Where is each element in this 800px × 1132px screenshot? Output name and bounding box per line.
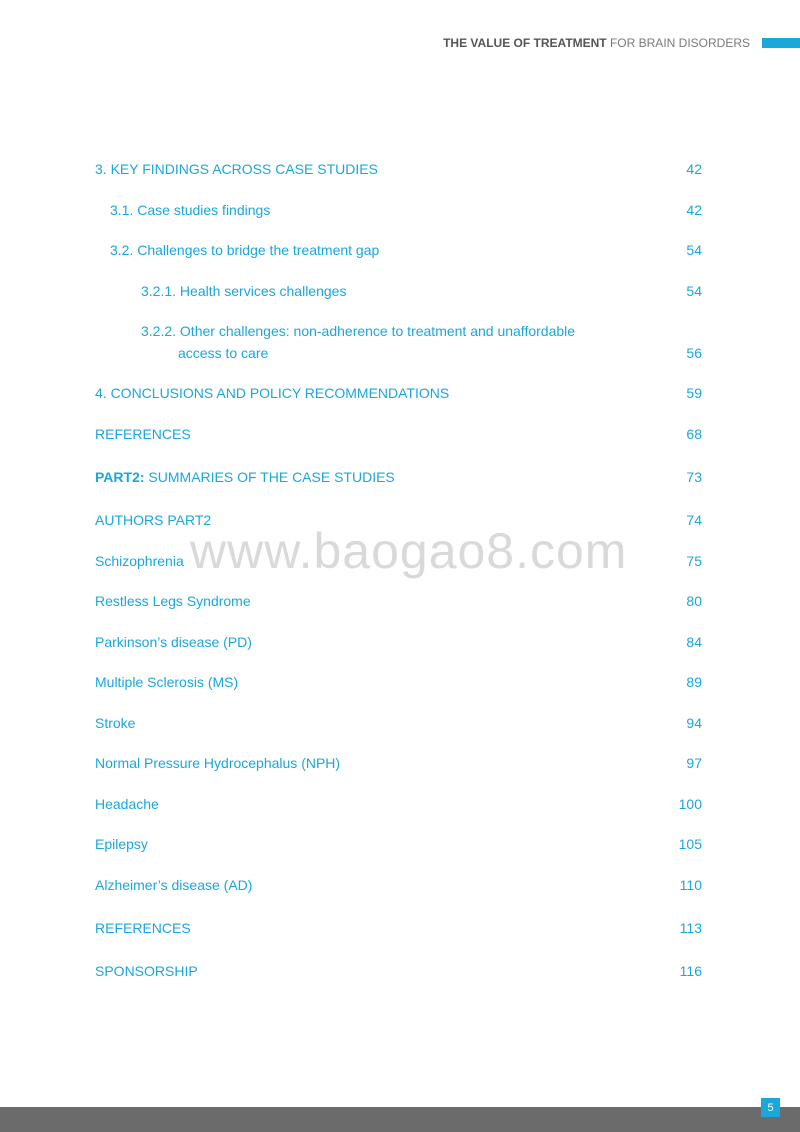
part2-rest: SUMMARIES OF THE CASE STUDIES [144, 469, 395, 485]
toc-entry-page: 116 [679, 963, 702, 979]
toc-entry-page: 56 [686, 345, 702, 361]
toc-entry-title: SPONSORSHIP [95, 963, 198, 979]
toc-entry-title: Schizophrenia [95, 553, 184, 569]
toc-entry-title: 3.2.1. Health services challenges [141, 283, 347, 299]
toc-entry-page: 74 [686, 512, 702, 528]
toc-entry-title: Normal Pressure Hydrocephalus (NPH) [95, 755, 341, 771]
header-accent-bar [762, 38, 800, 48]
toc-entry-page: 94 [686, 715, 702, 731]
toc-entry-title: Epilepsy [95, 836, 148, 852]
toc-entry-title: 3. KEY FINDINGS ACROSS CASE STUDIES [95, 161, 378, 177]
toc-entry-title: REFERENCES [95, 426, 191, 442]
toc-entry-title: Alzheimer’s disease (AD) [95, 877, 253, 893]
toc-entry-page: 105 [678, 836, 702, 852]
toc-entry-page: 54 [686, 242, 702, 258]
toc-entry-title: AUTHORS PART2 [95, 512, 212, 528]
toc-entry-title: REFERENCES [95, 920, 191, 936]
toc-entry-title: 3.2. Challenges to bridge the treatment gap [110, 242, 380, 258]
toc-entry-page: 84 [686, 634, 702, 650]
toc-entry-page: 80 [686, 593, 702, 609]
part2-label: PART2: [95, 469, 145, 485]
toc-entry-title: Multiple Sclerosis (MS) [95, 674, 239, 690]
toc-entry-title-line1: 3.2.2. Other challenges: non-adherence to treatment and unaffordable [141, 323, 576, 339]
toc-entry-title: Headache [95, 796, 159, 812]
toc-entry-title [95, 466, 395, 488]
header-title [443, 36, 750, 50]
toc-entry-title: Restless Legs Syndrome [95, 593, 251, 609]
toc-entry-page: 54 [686, 283, 702, 299]
watermark: www.baogao8.com [190, 523, 628, 579]
toc-entry-page: 89 [686, 674, 702, 690]
toc-entry-page: 73 [686, 469, 702, 485]
toc-entry-page: 110 [679, 877, 702, 893]
toc-entry-title: 3.1. Case studies findings [110, 202, 271, 218]
toc-entry-title: Parkinson’s disease (PD) [95, 634, 252, 650]
toc-entry-page: 42 [686, 202, 702, 218]
toc-entry-page: 113 [679, 920, 702, 936]
toc-entry-page: 97 [686, 755, 702, 771]
toc-entry-page: 42 [686, 161, 702, 177]
footer-bar [0, 1107, 800, 1132]
header-title-bold: THE VALUE OF TREATMENT [443, 36, 607, 50]
toc-entry-page: 59 [686, 385, 702, 401]
toc-entry-title: Stroke [95, 715, 136, 731]
toc-entry-page: 75 [686, 553, 702, 569]
page-header [443, 36, 800, 50]
toc-entry-title-line2: access to care [178, 345, 269, 361]
page-number: 5 [761, 1098, 780, 1117]
header-title-rest: FOR BRAIN DISORDERS [606, 36, 750, 50]
toc-entry-title: 4. CONCLUSIONS AND POLICY RECOMMENDATIONS [95, 385, 450, 401]
toc-entry-page: 100 [678, 796, 702, 812]
toc-entry-page: 68 [686, 426, 702, 442]
